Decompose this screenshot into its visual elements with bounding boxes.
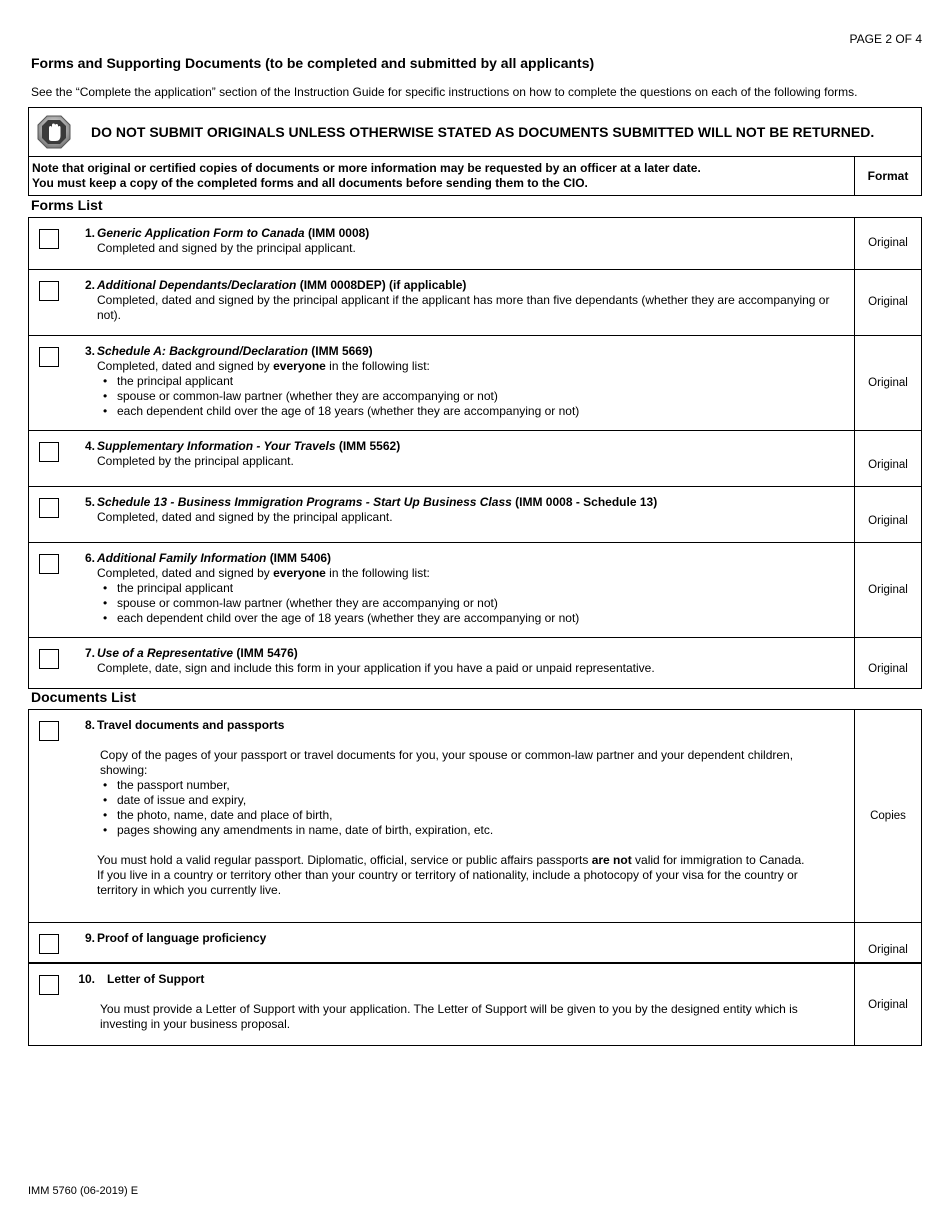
item-number: 1. [84,226,95,240]
form-code-footer: IMM 5760 (06-2019) E [28,1185,139,1197]
note-line-2: You must keep a copy of the completed forms and all documents before sending them to the CIO. [32,176,588,190]
item-number: 7. [84,646,95,660]
form-title: Use of a Representative [97,646,234,660]
checkbox[interactable] [39,554,59,574]
item-cell [29,638,855,689]
item-cell [29,218,855,270]
page-number: PAGE 2 OF 4 [849,32,922,46]
item-number: 6. [84,551,95,565]
section-title: Forms and Supporting Documents (to be completed and submitted by all applicants) [31,55,595,71]
checkbox[interactable] [39,281,59,301]
bullet-list [103,581,846,626]
checkbox[interactable] [39,442,59,462]
list-item [29,638,922,689]
visa-requirement: If you live in a country or territory other than your country or territory of nationality, include a photocopy of your visa for the country or territory in which you currently live. [97,868,798,897]
passport-requirement: You must hold a valid regular passport. Diplomatic, official, service or public affairs passports are not valid for immigration to Canada. [97,853,805,867]
item-number: 10. [78,971,95,986]
checkbox[interactable] [39,498,59,518]
checkbox[interactable] [39,934,59,954]
list-item [29,218,922,270]
form-description: Completed, dated and signed by the principal applicant if the applicant has more than five dependants (whether they are accompanying or not). [97,293,830,322]
item-number: 4. [84,439,95,453]
form-code: (IMM 5669) [311,344,373,358]
form-description: Complete, date, sign and include this form in your application if you have a paid or unpaid representative. [97,661,655,675]
item-number: 3. [84,344,95,358]
documents-list [28,709,922,1046]
checkbox[interactable] [39,229,59,249]
checkbox[interactable] [39,721,59,741]
form-title: Additional Family Information [97,551,267,565]
checkbox[interactable] [39,347,59,367]
format-value: Original [855,963,922,1046]
checkbox[interactable] [39,975,59,995]
form-title: Schedule 13 - Business Immigration Programs - Start Up Business Class [97,495,512,509]
bullet-item: • spouse or common-law partner (whether they are accompanying or not) [103,389,846,404]
form-description: Completed, dated and signed by everyone in the following list: [97,566,430,580]
item-cell [29,963,855,1046]
note-line-1: Note that original or certified copies of documents or more information may be requested by an officer at a later date. [32,161,701,175]
form-title: Additional Dependants/Declaration [97,278,297,292]
form-code: (IMM 5562) [338,439,401,453]
checkbox[interactable] [39,649,59,669]
form-code: (IMM 5476) [236,646,298,660]
list-item [29,336,922,431]
form-code: (IMM 0008) [307,226,370,240]
item-cell [29,431,855,487]
form-title: Supplementary Information - Your Travels [97,439,336,453]
format-value: Original [855,218,922,270]
bullet-item: • the principal applicant [103,374,846,389]
bullet-item: • the passport number, [103,778,846,793]
list-item [29,543,922,638]
bullet-list [103,374,846,419]
item-number: 5. [84,495,95,509]
document-description: You must provide a Letter of Support with your application. The Letter of Support will be given to you by the designed entity which is investing in your business proposal. [100,1001,798,1031]
bullet-item: • each dependent child over the age of 18 years (whether they are accompanying or not) [103,611,846,626]
list-item [29,923,922,963]
item-number: 9. [84,931,95,945]
form-code: (IMM 0008DEP) (if applicable) [299,278,467,292]
bullet-item: • pages showing any amendments in name, date of birth, expiration, etc. [103,823,846,838]
bullet-item: • spouse or common-law partner (whether they are accompanying or not) [103,596,846,611]
format-value: Original [855,638,922,689]
item-cell [29,270,855,336]
format-value: Original [855,923,922,963]
item-cell [29,710,855,923]
item-cell [29,336,855,431]
item-cell [29,543,855,638]
format-value: Copies [855,710,922,923]
forms-list [28,217,922,689]
document-title: Travel documents and passports [97,718,285,732]
format-value: Original [855,431,922,487]
form-description: Completed and signed by the principal applicant. [97,241,356,255]
bullet-item: • date of issue and expiry, [103,793,846,808]
item-cell [29,487,855,543]
document-description: Copy of the pages of your passport or travel documents for you, your spouse or common-law partner and your dependent children, showing: [100,748,794,777]
bullet-item: • each dependent child over the age of 18 years (whether they are accompanying or not) [103,404,846,419]
item-number: 2. [84,278,95,292]
bullet-item: • the photo, name, date and place of birth, [103,808,846,823]
document-title: Proof of language proficiency [97,931,267,945]
form-code: (IMM 5406) [269,551,332,565]
note-box [28,156,922,196]
list-item [29,710,922,923]
bullet-list [103,778,846,838]
list-item [29,431,922,487]
warning-text: DO NOT SUBMIT ORIGINALS UNLESS OTHERWISE STATED AS DOCUMENTS SUBMITTED WILL NOT BE RETURNED. [91,123,875,140]
format-value: Original [855,543,922,638]
form-description: Completed, dated and signed by everyone in the following list: [97,359,430,373]
form-description: Completed, dated and signed by the principal applicant. [97,510,393,524]
warning-banner [28,107,922,157]
list-item [29,270,922,336]
format-value: Original [855,270,922,336]
intro-text: See the “Complete the application” section of the Instruction Guide for specific instructions on how to complete the questions on each of the following forms. [31,85,858,99]
form-title: Generic Application Form to Canada [97,226,305,240]
form-code: (IMM 0008 - Schedule 13) [515,495,658,509]
form-title: Schedule A: Background/Declaration [97,344,308,358]
format-value: Original [855,487,922,543]
item-cell [29,923,855,963]
bullet-item: • the principal applicant [103,581,846,596]
form-description: Completed by the principal applicant. [97,454,294,468]
note-body [29,157,855,195]
documents-list-heading: Documents List [31,689,137,705]
list-item [29,963,922,1046]
item-number: 8. [84,718,95,732]
list-item [29,487,922,543]
document-title: Letter of Support [107,971,205,986]
stop-hand-icon [37,115,71,149]
format-value: Original [855,336,922,431]
forms-list-heading: Forms List [31,197,103,213]
format-column-header: Format [867,168,909,183]
